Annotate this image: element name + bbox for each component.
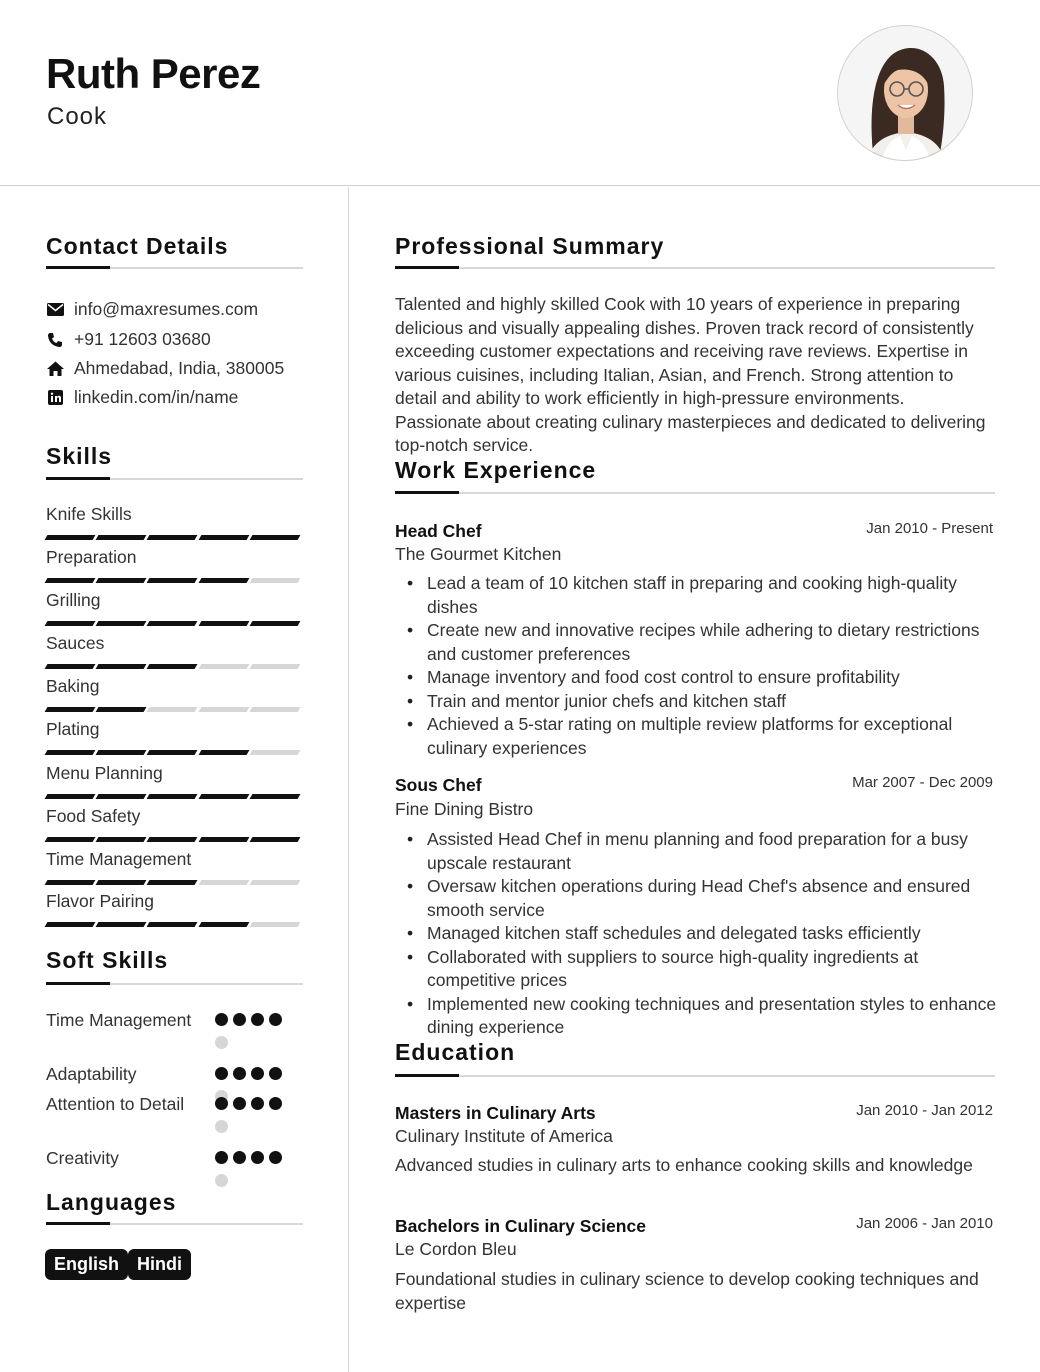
soft-skill-label: Creativity bbox=[46, 1148, 119, 1168]
soft-skill-dot bbox=[233, 1013, 246, 1026]
skill-level-segment bbox=[45, 621, 96, 626]
skill-level-segment bbox=[147, 535, 198, 540]
skill-level-bar bbox=[46, 794, 302, 799]
skill-level-segment bbox=[249, 707, 300, 712]
skill-level-segment bbox=[45, 922, 96, 927]
skill-level-bar bbox=[46, 880, 302, 885]
skill-level-segment bbox=[45, 750, 96, 755]
skill-level-bar bbox=[46, 578, 302, 583]
job-company: The Gourmet Kitchen bbox=[395, 544, 562, 564]
skill-level-segment bbox=[249, 535, 300, 540]
skill-level-bar bbox=[46, 707, 302, 712]
contact-linkedin-text: linkedin.com/in/name bbox=[74, 387, 239, 407]
skill-level-segment bbox=[96, 750, 147, 755]
skill-level-segment bbox=[249, 794, 300, 799]
soft-skill-dot bbox=[269, 1013, 282, 1026]
soft-skill-dot bbox=[269, 1151, 282, 1164]
education-school: Culinary Institute of America bbox=[395, 1126, 613, 1146]
education-description: Foundational studies in culinary science to develop cooking techniques and expertise bbox=[395, 1269, 979, 1313]
skill-label: Menu Planning bbox=[46, 763, 163, 783]
job-bullet: • Create new and innovative recipes while adhering to dietary restrictions and customer preferences bbox=[427, 619, 997, 666]
skills-rule bbox=[46, 478, 303, 480]
skill-level-segment bbox=[198, 664, 249, 669]
job-bullet: • Implemented new cooking techniques and presentation styles to enhance dining experience bbox=[427, 993, 997, 1040]
skill-level-segment bbox=[45, 664, 96, 669]
skill-level-segment bbox=[96, 621, 147, 626]
skill-level-segment bbox=[45, 837, 96, 842]
soft-skill-dot bbox=[215, 1067, 228, 1080]
languages-rule bbox=[46, 1223, 303, 1225]
soft-skill-label: Attention to Detail bbox=[46, 1094, 185, 1114]
skill-level-segment bbox=[198, 707, 249, 712]
job-bullet: • Assisted Head Chef in menu planning and food preparation for a busy upscale restaurant bbox=[427, 828, 997, 875]
skill-label: Food Safety bbox=[46, 806, 141, 826]
skill-level-segment bbox=[96, 880, 147, 885]
skill-level-segment bbox=[96, 664, 147, 669]
skill-level-segment bbox=[249, 621, 300, 626]
language-badge: Hindi bbox=[128, 1249, 191, 1280]
skill-level-bar bbox=[46, 621, 302, 626]
soft-skill-dot bbox=[215, 1120, 228, 1133]
contact-email-text: info@maxresumes.com bbox=[74, 299, 259, 319]
skill-level-segment bbox=[249, 750, 300, 755]
skill-level-segment bbox=[45, 794, 96, 799]
envelope-icon bbox=[46, 301, 64, 319]
skill-level-segment bbox=[45, 880, 96, 885]
soft-skill-dot bbox=[251, 1067, 264, 1080]
skill-level-segment bbox=[198, 621, 249, 626]
contact-phone-text: +91 12603 03680 bbox=[74, 329, 211, 349]
skill-level-segment bbox=[198, 535, 249, 540]
skill-level-segment bbox=[45, 707, 96, 712]
skill-level-segment bbox=[96, 794, 147, 799]
job-bullet: • Collaborated with suppliers to source high-quality ingredients at competitive prices bbox=[427, 946, 997, 993]
resume-header bbox=[0, 0, 1040, 186]
skill-level-segment bbox=[198, 794, 249, 799]
skill-level-segment bbox=[147, 922, 198, 927]
skill-level-segment bbox=[96, 837, 147, 842]
soft-skill-dot bbox=[233, 1097, 246, 1110]
profile-photo bbox=[837, 25, 973, 161]
job-date: Mar 2007 - Dec 2009 bbox=[852, 774, 993, 791]
skill-level-segment bbox=[198, 880, 249, 885]
skill-level-bar bbox=[46, 837, 302, 842]
skill-level-segment bbox=[147, 750, 198, 755]
skills-heading: Skills bbox=[46, 443, 113, 469]
skill-level-bar bbox=[46, 664, 302, 669]
soft-skills-heading: Soft Skills bbox=[46, 947, 169, 973]
contact-heading: Contact Details bbox=[46, 233, 229, 259]
skill-level-segment bbox=[198, 578, 249, 583]
soft-skill-dot bbox=[233, 1067, 246, 1080]
experience-rule bbox=[395, 492, 995, 494]
profile-photo-icon bbox=[838, 26, 973, 161]
skill-level-segment bbox=[96, 578, 147, 583]
candidate-name: Ruth Perez bbox=[46, 50, 261, 97]
skill-level-segment bbox=[198, 750, 249, 755]
skill-label: Time Management bbox=[46, 849, 192, 869]
summary-heading: Professional Summary bbox=[395, 233, 665, 259]
contact-phone[interactable] bbox=[46, 329, 211, 350]
contact-address bbox=[46, 358, 284, 379]
education-school: Le Cordon Bleu bbox=[395, 1239, 517, 1259]
summary-rule bbox=[395, 267, 995, 269]
skill-label: Preparation bbox=[46, 547, 137, 567]
skill-level-segment bbox=[96, 707, 147, 712]
soft-skill-dot bbox=[269, 1067, 282, 1080]
job-role: Head Chef bbox=[395, 521, 482, 541]
skill-level-segment bbox=[147, 664, 198, 669]
skill-label: Knife Skills bbox=[46, 504, 132, 524]
contact-rule bbox=[46, 267, 303, 269]
skill-level-segment bbox=[147, 794, 198, 799]
soft-skill-dot bbox=[215, 1013, 228, 1026]
skill-label: Sauces bbox=[46, 633, 105, 653]
soft-skill-dot bbox=[215, 1151, 228, 1164]
soft-skill-dot bbox=[251, 1151, 264, 1164]
skill-level-bar bbox=[46, 922, 302, 927]
skill-level-bar bbox=[46, 750, 302, 755]
education-degree: Masters in Culinary Arts bbox=[395, 1103, 596, 1123]
skill-level-segment bbox=[96, 922, 147, 927]
skill-level-segment bbox=[249, 880, 300, 885]
skill-level-segment bbox=[249, 664, 300, 669]
education-date: Jan 2010 - Jan 2012 bbox=[856, 1102, 993, 1119]
skill-level-segment bbox=[96, 535, 147, 540]
phone-icon bbox=[46, 331, 64, 349]
soft-skill-dot bbox=[215, 1036, 228, 1049]
education-rule bbox=[395, 1075, 995, 1077]
skill-level-bar bbox=[46, 535, 302, 540]
soft-skill-label: Time Management bbox=[46, 1010, 192, 1030]
skill-level-segment bbox=[198, 922, 249, 927]
experience-heading: Work Experience bbox=[395, 457, 597, 483]
soft-skill-dot bbox=[251, 1013, 264, 1026]
education-date: Jan 2006 - Jan 2010 bbox=[856, 1215, 993, 1232]
skill-level-segment bbox=[198, 837, 249, 842]
skill-level-segment bbox=[147, 621, 198, 626]
skill-level-segment bbox=[147, 880, 198, 885]
skill-level-segment bbox=[147, 578, 198, 583]
skill-level-segment bbox=[249, 922, 300, 927]
education-heading: Education bbox=[395, 1039, 516, 1065]
skill-label: Plating bbox=[46, 719, 100, 739]
skill-level-segment bbox=[45, 535, 96, 540]
skill-level-segment bbox=[147, 707, 198, 712]
education-degree: Bachelors in Culinary Science bbox=[395, 1216, 646, 1236]
job-bullet: • Manage inventory and food cost control to ensure profitability bbox=[427, 666, 997, 690]
summary-text: Talented and highly skilled Cook with 10 years of experience in preparing delicious and visually appealing dishes. Proven track record of consistently exceeding customer expectations and receiving rave reviews. Expertise in various cuisines, including Italian, Asian, and French. Strong attention to detail and ability to work efficiently in high-pressure environments. Passionate about creating culinary masterpieces and dedicated to delivering top-notch service. bbox=[395, 294, 986, 455]
skill-label: Baking bbox=[46, 676, 100, 696]
skill-level-segment bbox=[249, 578, 300, 583]
soft-skill-label: Adaptability bbox=[46, 1064, 137, 1084]
job-bullet: • Managed kitchen staff schedules and delegated tasks efficiently bbox=[427, 922, 997, 946]
job-date: Jan 2010 - Present bbox=[866, 520, 993, 537]
soft-skill-dot bbox=[215, 1174, 228, 1187]
column-divider bbox=[348, 187, 349, 1372]
job-role: Sous Chef bbox=[395, 775, 482, 795]
soft-skill-dot bbox=[233, 1151, 246, 1164]
contact-linkedin[interactable] bbox=[46, 387, 238, 408]
skill-label: Flavor Pairing bbox=[46, 891, 154, 911]
skill-label: Grilling bbox=[46, 590, 101, 610]
job-bullets bbox=[427, 828, 997, 1040]
linkedin-icon bbox=[46, 389, 64, 407]
contact-email[interactable] bbox=[46, 299, 258, 320]
skill-level-segment bbox=[147, 837, 198, 842]
languages-heading: Languages bbox=[46, 1189, 177, 1215]
education-description: Advanced studies in culinary arts to enhance cooking skills and knowledge bbox=[395, 1155, 973, 1175]
job-bullets bbox=[427, 572, 997, 760]
contact-address-text: Ahmedabad, India, 380005 bbox=[74, 358, 285, 378]
soft-skill-dot bbox=[251, 1097, 264, 1110]
candidate-title: Cook bbox=[47, 103, 108, 130]
soft-skill-dot bbox=[215, 1097, 228, 1110]
job-bullet: • Oversaw kitchen operations during Head Chef's absence and ensured smooth service bbox=[427, 875, 997, 922]
skill-level-segment bbox=[249, 837, 300, 842]
soft-skills-rule bbox=[46, 983, 303, 985]
job-bullet: • Train and mentor junior chefs and kitchen staff bbox=[427, 690, 997, 714]
job-bullet: • Lead a team of 10 kitchen staff in preparing and cooking high-quality dishes bbox=[427, 572, 997, 619]
soft-skill-dot bbox=[269, 1097, 282, 1110]
skill-level-segment bbox=[45, 578, 96, 583]
job-company: Fine Dining Bistro bbox=[395, 799, 534, 819]
job-bullet: • Achieved a 5-star rating on multiple review platforms for exceptional culinary experiences bbox=[427, 713, 997, 760]
language-badge: English bbox=[45, 1249, 128, 1280]
home-icon bbox=[46, 360, 64, 378]
